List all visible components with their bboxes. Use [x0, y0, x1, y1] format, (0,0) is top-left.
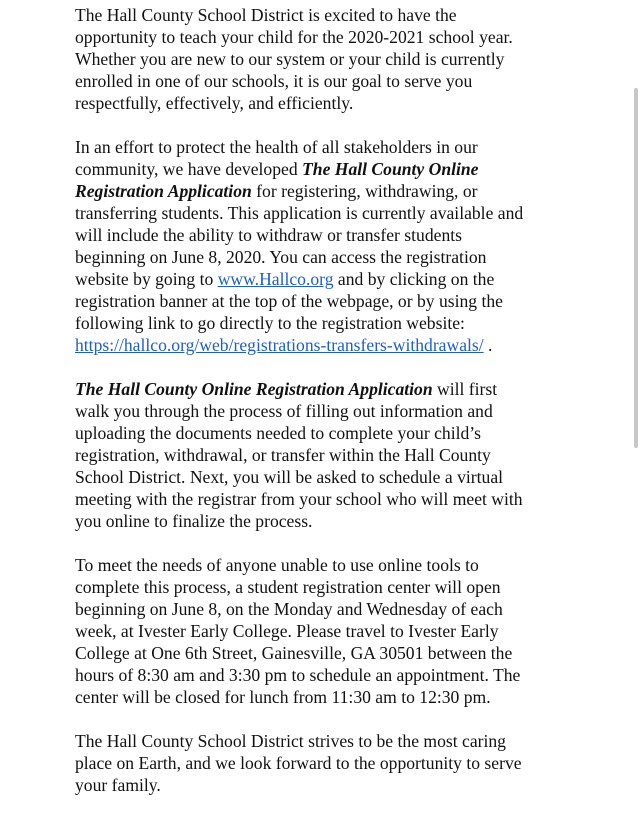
- paragraph-process: [75, 378, 630, 532]
- paragraph-text: for registering, withdrawing, or transferring students. This application is currently available and will include the ability to withdraw or transfer students beginning on June 8, 2020. You can access the registration website by going to: [75, 181, 524, 289]
- app-name-emphasis: The Hall County Online Registration Application: [75, 379, 433, 399]
- paragraph-registration-app: [75, 136, 630, 356]
- paragraph-intro: The Hall County School District is excited to have the opportunity to teach your child for the 2020-2021 school year. Whether you are new to our system or your child is currently enrolled in one of our schools, it is our goal to serve you respectfully, effectively, and efficiently.: [75, 5, 513, 113]
- paragraph-registration-center: To meet the needs of anyone unable to use online tools to complete this process, a student registration center will open beginning on June 8, on the Monday and Wednesday of each week, at Ivester Early College. Please travel to Ivester Early College at One 6th Street, Gainesville, GA 30501 between the hours of 8:30 am and 3:30 pm to schedule an appointment. The center will be closed for lunch from 11:30 am to 12:30 pm.: [75, 555, 521, 707]
- paragraph-text: and by clicking on the registration banner at the top of the webpage, or by using the following link to go directly to the registration website:: [75, 269, 503, 333]
- scrollbar-thumb[interactable]: [634, 88, 638, 448]
- paragraph-text: will first walk you through the process of filling out information and uploading the documents needed to complete your child’s registration, withdrawal, or transfer within the Hall County School District. Next, you will be asked to schedule a virtual meeting with the registrar from your school who will meet with you online to finalize the process.: [75, 379, 523, 531]
- document-body: [75, 4, 630, 818]
- vertical-scrollbar[interactable]: [634, 0, 638, 800]
- paragraph-text: In an effort to protect the health of all stakeholders in our community, we have developed: [75, 137, 478, 179]
- registration-page-link[interactable]: https://hallco.org/web/registrations-transfers-withdrawals/: [75, 335, 484, 355]
- hallco-website-link[interactable]: www.Hallco.org: [217, 269, 334, 289]
- app-name-emphasis: The Hall County Online Registration Application: [75, 159, 479, 201]
- paragraph-text: .: [483, 335, 493, 355]
- paragraph-closing: The Hall County School District strives to be the most caring place on Earth, and we look forward to the opportunity to serve your family.: [75, 731, 522, 795]
